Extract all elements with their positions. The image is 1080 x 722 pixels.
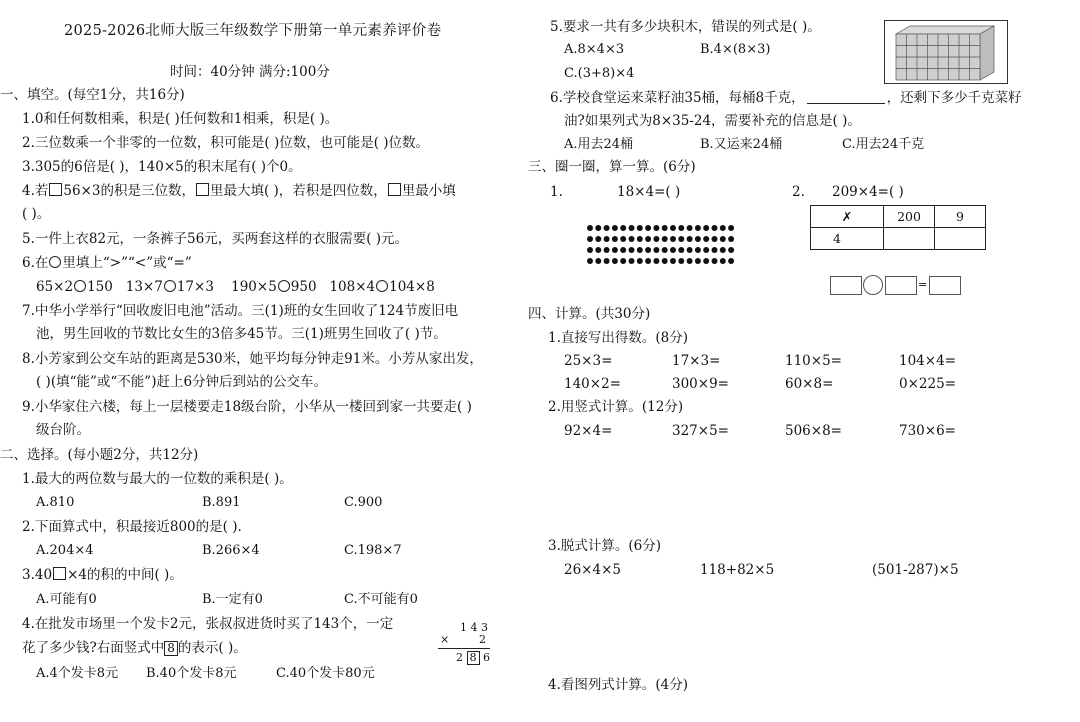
compare-circle-icon — [376, 280, 388, 292]
vertical-multiplier: 2 — [479, 633, 486, 646]
vertical-multiplication — [438, 622, 490, 665]
dot — [637, 225, 643, 231]
worksheet-title: 2025-2026北师大版三年级数学下册第一单元素养评价卷 — [64, 23, 442, 39]
s2-q4-option-c[interactable]: C.40个发卡80元 — [276, 666, 375, 681]
dot — [678, 247, 684, 253]
blank-square-icon — [49, 183, 62, 196]
dot — [637, 247, 643, 253]
grid-header-9: 9 — [935, 206, 986, 228]
calc-item: 0×225= — [899, 376, 956, 392]
calc-item: 25×3= — [564, 353, 613, 369]
dot — [687, 258, 693, 264]
multiplication-grid-table — [810, 205, 986, 250]
s2-q6-part-a: 6.学校食堂运来菜籽油35桶，每桶8千克， — [550, 90, 805, 106]
vertical-calc-item: 506×8= — [785, 423, 842, 439]
compare-right: 104×8 — [389, 279, 435, 295]
dot — [720, 225, 726, 231]
dot — [728, 225, 734, 231]
dot — [687, 225, 693, 231]
compare-left: 13×7 — [125, 279, 163, 295]
grid-header-times: ✗ — [811, 206, 884, 228]
s2-q3-option-a[interactable]: A.可能有0 — [36, 592, 97, 607]
section-4-heading: 四、计算。(共30分) — [528, 306, 651, 322]
compare-left: 190×5 — [231, 279, 277, 295]
dot — [720, 236, 726, 242]
dot — [728, 236, 734, 242]
compare-left: 108×4 — [329, 279, 376, 295]
compare-circle-icon — [278, 280, 290, 292]
s2-q2-option-c[interactable]: C.198×7 — [344, 543, 402, 558]
dot — [620, 236, 626, 242]
dot — [720, 247, 726, 253]
s2-q4-part-d: 的表示( )。 — [177, 640, 247, 656]
dot — [604, 236, 610, 242]
dot — [695, 225, 701, 231]
dot — [612, 258, 618, 264]
calc-item: 300×9= — [672, 376, 729, 392]
s1-q5: 5.一件上衣82元，一条裤子56元，买两套这样的衣服需要( )元。 — [22, 231, 409, 247]
dot — [662, 258, 668, 264]
s3-q1-number: 1. — [550, 184, 563, 200]
s3-q2-expression: 209×4=( ) — [832, 184, 904, 200]
s2-q4-part-b: 花了多少钱?右面竖式中 — [22, 640, 165, 656]
calc-item: 104×4= — [899, 353, 956, 369]
s3-q1-expression: 18×4=( ) — [617, 184, 681, 200]
compare-right: 150 — [87, 279, 113, 295]
dot — [604, 258, 610, 264]
dot — [703, 247, 709, 253]
s2-q6-option-a[interactable]: A.用去24桶 — [564, 137, 634, 152]
s4-part2-heading: 2.用竖式计算。(12分) — [548, 399, 684, 415]
dot — [604, 225, 610, 231]
s2-q2-option-b[interactable]: B.266×4 — [202, 543, 260, 558]
dot — [728, 247, 734, 253]
s1-q4-part-b: 56×3的积是三位数， — [63, 183, 195, 199]
calc-item: 110×5= — [785, 353, 842, 369]
s2-q5-option-c[interactable]: C.(3+8)×4 — [564, 66, 635, 81]
dot — [678, 236, 684, 242]
s2-q1-option-b[interactable]: B.891 — [202, 495, 241, 510]
s2-q3-part-a: 3.40 — [22, 567, 53, 583]
s2-q1: 1.最大的两位数与最大的一位数的乘积是( )。 — [22, 471, 293, 487]
s1-q4-tail: ( )。 — [22, 206, 51, 222]
s4-part1-heading: 1.直接写出得数。(8分) — [548, 330, 689, 346]
dot — [712, 225, 718, 231]
calc-item: 17×3= — [672, 353, 721, 369]
dot — [695, 258, 701, 264]
dot — [653, 225, 659, 231]
blank-square-icon — [53, 567, 66, 580]
times-sign: × — [440, 633, 450, 646]
s1-q3: 3.305的6倍是( )，140×5的积末尾有( )个0。 — [22, 159, 302, 175]
result-digit: 2 — [456, 651, 463, 664]
compare-left: 65×2 — [36, 279, 74, 295]
dot — [703, 236, 709, 242]
dot — [612, 236, 618, 242]
calc-item: 60×8= — [785, 376, 834, 392]
vertical-result — [438, 648, 490, 665]
s3-q2-number: 2. — [792, 184, 805, 200]
dot — [662, 247, 668, 253]
step-calc-item: 118+82×5 — [700, 562, 775, 578]
s1-q2: 2.三位数乘一个非零的一位数，积可能是( )位数，也可能是( )位数。 — [22, 135, 430, 151]
dot — [670, 236, 676, 242]
vertical-calc-item: 730×6= — [899, 423, 956, 439]
time-info: 时间：40分钟 满分:100分 — [170, 64, 330, 80]
vertical-top: 1 4 3 — [460, 621, 488, 634]
s2-q3-option-b[interactable]: B.一定有0 — [202, 592, 263, 607]
s1-q6-comparisons — [36, 278, 435, 296]
step-calc-item: 26×4×5 — [564, 562, 621, 578]
dot — [629, 247, 635, 253]
dot — [637, 258, 643, 264]
compare-right: 17×3 — [176, 279, 214, 295]
result-digit: 6 — [483, 651, 490, 664]
grid-row-4: 4 — [811, 228, 884, 250]
dot — [587, 225, 593, 231]
dot — [720, 258, 726, 264]
s1-q8-line1: 8.小芳家到公交车站的距离是530米，她平均每分钟走91米。小芳从家出发， — [22, 351, 483, 367]
dot — [670, 258, 676, 264]
blank-circle-icon — [49, 256, 61, 268]
s4-part4-heading: 4.看图列式计算。(4分) — [548, 677, 689, 693]
dot — [678, 258, 684, 264]
calc-item: 140×2= — [564, 376, 621, 392]
s1-q4-part-a: 4.若 — [22, 183, 49, 199]
s2-q6-line1 — [550, 89, 1022, 107]
s1-q7-line2: 池，男生回收的节数比女生的3倍多45节。三(1)班男生回收了( )节。 — [36, 326, 447, 342]
answer-box[interactable] — [830, 276, 862, 295]
s2-q5-option-a[interactable]: A.8×4×3 — [564, 42, 625, 57]
s2-q3-option-c[interactable]: C.不可能有0 — [344, 592, 418, 607]
s2-q4-option-a[interactable]: A.4个发卡8元 — [36, 666, 119, 681]
grid-cell[interactable] — [935, 228, 986, 250]
dot — [678, 225, 684, 231]
dot — [629, 236, 635, 242]
fill-in-blank[interactable] — [807, 91, 885, 104]
dot — [595, 225, 601, 231]
s2-q6-part-b: ，还剩下多少千克菜籽 — [886, 90, 1022, 106]
dot — [645, 236, 651, 242]
dot — [712, 247, 718, 253]
dot — [595, 258, 601, 264]
s2-q4-option-b[interactable]: B.40个发卡8元 — [146, 666, 237, 681]
s1-q1: 1.0和任何数相乘，积是( )任何数和1相乘，积是( )。 — [22, 111, 339, 127]
s2-q4-line2 — [22, 639, 247, 657]
dot — [620, 225, 626, 231]
grid-header-200: 200 — [884, 206, 935, 228]
dot — [653, 236, 659, 242]
s1-q6 — [22, 254, 192, 272]
dot — [629, 225, 635, 231]
s2-q6-line2: 油?如果列式为8×35-24，需要补充的信息是( )。 — [564, 113, 861, 129]
compare-circle-icon — [164, 280, 176, 292]
s1-q7-line1: 7.中华小学举行“回收废旧电池”活动。三(1)班的女生回收了124节废旧电 — [22, 303, 459, 319]
dot — [645, 258, 651, 264]
dot — [645, 225, 651, 231]
dot — [604, 247, 610, 253]
dot — [595, 247, 601, 253]
compare-circle-icon — [74, 280, 86, 292]
dot — [595, 236, 601, 242]
section-1-heading: 一、填空。(每空1分，共16分) — [0, 87, 185, 103]
dot — [695, 247, 701, 253]
s1-q6-part-a: 6.在 — [22, 255, 49, 271]
dot — [587, 236, 593, 242]
s1-q9-line2: 级台阶。 — [36, 422, 90, 438]
dot — [687, 247, 693, 253]
blocks-picture — [884, 20, 1008, 84]
s2-q2: 2.下面算式中，积最接近800的是( ). — [22, 519, 242, 535]
dot — [620, 247, 626, 253]
s1-q4-part-c: 里最大填( )，若积是四位数， — [209, 183, 387, 199]
dot — [637, 236, 643, 242]
dot-array[interactable] — [586, 224, 738, 268]
answer-box[interactable] — [885, 276, 917, 295]
s1-q9-line1: 9.小华家住六楼，每上一层楼要走18级台阶，小华从一楼回到家一共要走( ) — [22, 399, 472, 415]
s2-q1-option-a[interactable]: A.810 — [36, 495, 75, 510]
dot — [695, 236, 701, 242]
answer-box[interactable] — [929, 276, 961, 295]
s2-q5-option-b[interactable]: B.4×(8×3) — [700, 42, 771, 57]
boxed-digit: 8 — [164, 641, 178, 656]
answer-circle[interactable] — [863, 275, 883, 295]
s1-q4-part-d: 里最小填 — [401, 183, 456, 199]
s2-q6-option-b[interactable]: B.又运来24桶 — [700, 137, 783, 152]
dot — [687, 236, 693, 242]
vertical-calc-item: 327×5= — [672, 423, 729, 439]
vertical-multiplier-row — [438, 634, 490, 646]
block-stack-icon — [896, 26, 994, 80]
step-calc-item: (501-287)×5 — [872, 562, 959, 578]
dot — [662, 225, 668, 231]
compare-right: 950 — [290, 279, 317, 295]
s2-q3-part-b: ×4的积的中间( )。 — [67, 567, 183, 583]
dot — [629, 258, 635, 264]
s4-part3-heading: 3.脱式计算。(6分) — [548, 538, 662, 554]
s1-q6-part-b: 里填上“>”“<”或“=” — [62, 255, 192, 271]
s1-q4 — [22, 182, 456, 200]
s2-q3 — [22, 566, 183, 584]
dot — [653, 247, 659, 253]
blank-square-icon — [196, 183, 209, 196]
s2-q6-option-c[interactable]: C.用去24千克 — [842, 137, 925, 152]
s2-q2-option-a[interactable]: A.204×4 — [36, 543, 94, 558]
dot — [653, 258, 659, 264]
dot — [712, 258, 718, 264]
dot — [662, 236, 668, 242]
dot — [728, 258, 734, 264]
dot — [670, 247, 676, 253]
s1-q8-line2: ( )(填“能”或“不能”)赶上6分钟后到站的公交车。 — [36, 374, 328, 390]
dot — [612, 225, 618, 231]
dot — [670, 225, 676, 231]
vertical-calc-item: 92×4= — [564, 423, 613, 439]
grid-cell[interactable] — [884, 228, 935, 250]
s2-q5: 5.要求一共有多少块积木，错误的列式是( )。 — [550, 19, 821, 35]
dot — [587, 258, 593, 264]
result-digit-boxed: 8 — [467, 651, 480, 665]
blank-square-icon — [388, 183, 401, 196]
equals-sign: = — [918, 278, 928, 291]
dot — [645, 247, 651, 253]
dot — [703, 225, 709, 231]
dot — [620, 258, 626, 264]
s2-q1-option-c[interactable]: C.900 — [344, 495, 383, 510]
section-3-heading: 三、圈一圈，算一算。(6分) — [528, 159, 696, 175]
dot — [703, 258, 709, 264]
dot — [612, 247, 618, 253]
s2-q4-line1: 4.在批发市场里一个发卡2元，张叔叔进货时买了143个，一定 — [22, 616, 394, 632]
dot — [712, 236, 718, 242]
dot — [587, 247, 593, 253]
section-2-heading: 二、选择。(每小题2分，共12分) — [0, 447, 199, 463]
